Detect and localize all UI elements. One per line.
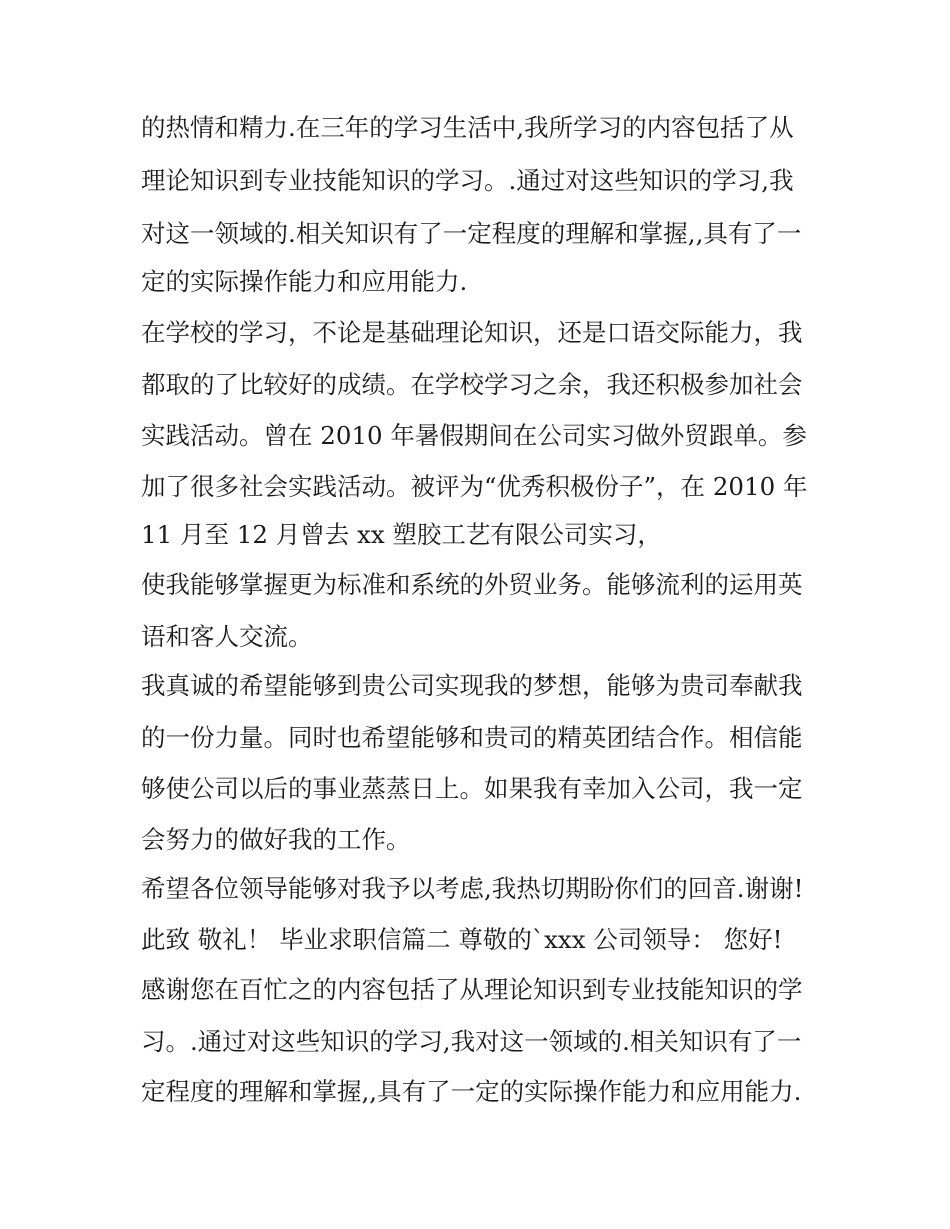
text-line: 我真诚的希望能够到贵公司实现我的梦想，能够为贵司奉献我	[141, 671, 803, 700]
text-line: 够使公司以后的事业蒸蒸日上。如果我有幸加入公司，我一定	[141, 774, 803, 803]
text-line: 此致 敬礼！ 毕业求职信篇二 尊敬的`xxx 公司领导： 您好!	[141, 925, 783, 954]
text-line: 在学校的学习，不论是基础理论知识，还是口语交际能力，我	[141, 318, 803, 347]
text-line: 的热情和精力.在三年的学习生活中,我所学习的内容包括了从	[141, 113, 794, 142]
text-line: 定的实际操作能力和应用能力.	[141, 267, 468, 296]
text-line: 使我能够掌握更为标准和系统的外贸业务。能够流利的运用英	[141, 570, 803, 599]
text-line: 加了很多社会实践活动。被评为“优秀积极份子”，在 2010 年	[141, 472, 808, 501]
text-line: 感谢您在百忙之的内容包括了从理论知识到专业技能知识的学	[141, 975, 803, 1004]
text-line: 理论知识到专业技能知识的学习。.通过对这些知识的学习,我	[141, 166, 794, 195]
text-line: 会努力的做好我的工作。	[141, 825, 411, 854]
text-line: 语和客人交流。	[141, 622, 313, 651]
text-line: 习。.通过对这些知识的学习,我对这一领域的.相关知识有了一	[141, 1027, 802, 1056]
text-line: 希望各位领导能够对我予以考虑,我热切期盼你们的回音.谢谢!	[141, 874, 804, 903]
text-line: 定程度的理解和掌握,,具有了一定的实际操作能力和应用能力.	[141, 1077, 802, 1106]
text-line: 都取的了比较好的成绩。在学校学习之余，我还积极参加社会	[141, 370, 803, 399]
text-line: 对这一领域的.相关知识有了一定程度的理解和掌握,,具有了一	[141, 219, 802, 248]
text-line: 11 月至 12 月曾去 xx 塑胶工艺有限公司实习，	[141, 520, 662, 549]
text-line: 实践活动。曾在 2010 年暑假期间在公司实习做外贸跟单。参	[141, 421, 807, 450]
text-line: 的一份力量。同时也希望能够和贵司的精英团结合作。相信能	[141, 723, 803, 752]
